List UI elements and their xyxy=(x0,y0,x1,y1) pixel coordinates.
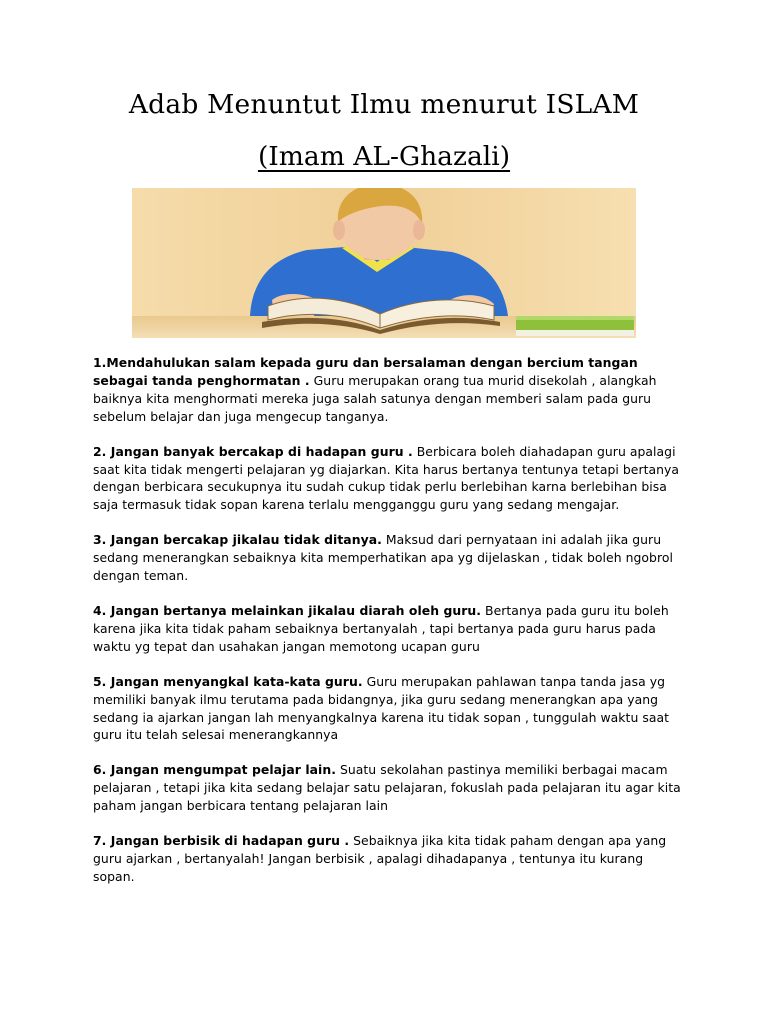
item-body: Bertanya pada guru itu boleh karena jika kita tidak paham sebaiknya bertanyalah , tapi bertanya pada guru harus pada waktu yg tepat dan usahakan jangan memotong ucapan guru xyxy=(93,602,669,654)
item-heading: 5. Jangan menyangkal kata-kata guru. xyxy=(93,673,363,689)
document-subtitle-text: (Imam AL-Ghazali) xyxy=(257,141,511,172)
list-item xyxy=(93,832,683,886)
list-item xyxy=(93,531,683,585)
green-book-top xyxy=(516,316,634,320)
rules-list xyxy=(93,354,683,903)
green-book-pages xyxy=(516,330,634,336)
list-item xyxy=(93,354,683,426)
item-body: Maksud dari pernyataan ini adalah jika guru sedang menerangkan sebaiknya kita memperhatikan apa yg dijelaskan , tidak boleh ngobrol dengan teman. xyxy=(93,532,673,584)
item-heading: 1.Mendahulukan salam kepada guru dan bersalaman dengan bercium tangan sebagai tanda penghormatan . xyxy=(93,355,638,388)
item-body: Guru merupakan orang tua murid disekolah , alangkah baiknya kita menghormati mereka juga salah satunya dengan memberi salam pada guru sebelum belajar dan juga mengecup tanganya. xyxy=(93,372,657,424)
list-item xyxy=(93,443,683,515)
item-heading: 2. Jangan banyak bercakap di hadapan guru . xyxy=(93,443,413,459)
item-heading: 6. Jangan mengumpat pelajar lain. xyxy=(93,762,336,778)
item-body: Berbicara boleh diahadapan guru apalagi saat kita tidak mengerti pelajaran yg diajarkan. Kita harus bertanya tentunya tetapi bertanya dengan berbicara secukupnya itu sudah cukup tidak perlu berlebihan karna berlebihan bisa saja termasuk tidak sopan karena terlalu mengganggu guru yang sedang mengajar. xyxy=(93,443,680,513)
item-body: Suatu sekolahan pastinya memiliki berbagai macam pelajaran , tetapi jika kita sedang belajar satu pelajaran, fokuslah pada pelajaran itu agar kita paham jangan berbicara tentang pelajaran lain xyxy=(93,762,681,814)
boy-reading-illustration xyxy=(132,188,636,338)
document-title: Adab Menuntut Ilmu menurut ISLAM xyxy=(128,89,640,120)
item-body: Sebaiknya jika kita tidak paham dengan apa yang guru ajarkan , bertanyalah! Jangan berbisik , apalagi dihadapanya , tentunya itu kurang sopan. xyxy=(93,833,667,884)
list-item xyxy=(93,761,683,815)
boy-reading-book-photo xyxy=(132,188,636,338)
boy-ear-right xyxy=(413,220,425,240)
item-heading: 7. Jangan berbisik di hadapan guru . xyxy=(93,833,350,849)
document-subtitle xyxy=(0,138,768,176)
item-heading: 3. Jangan bercakap jikalau tidak ditanya. xyxy=(93,532,382,548)
item-heading: 4. Jangan bertanya melainkan jikalau diarah oleh guru. xyxy=(93,602,482,618)
list-item xyxy=(93,602,683,656)
list-item xyxy=(93,673,683,745)
item-body: Guru merupakan pahlawan tanpa tanda jasa yg memiliki banyak ilmu terutama pada bidangnya, jika guru sedang menerangkan apa yang sedang ia ajarkan jangan lah menyangkalnya karena itu tidak sopan , tunggulah waktu saat guru itu telah selesai menerangkannya xyxy=(93,673,670,743)
boy-ear-left xyxy=(333,220,345,240)
